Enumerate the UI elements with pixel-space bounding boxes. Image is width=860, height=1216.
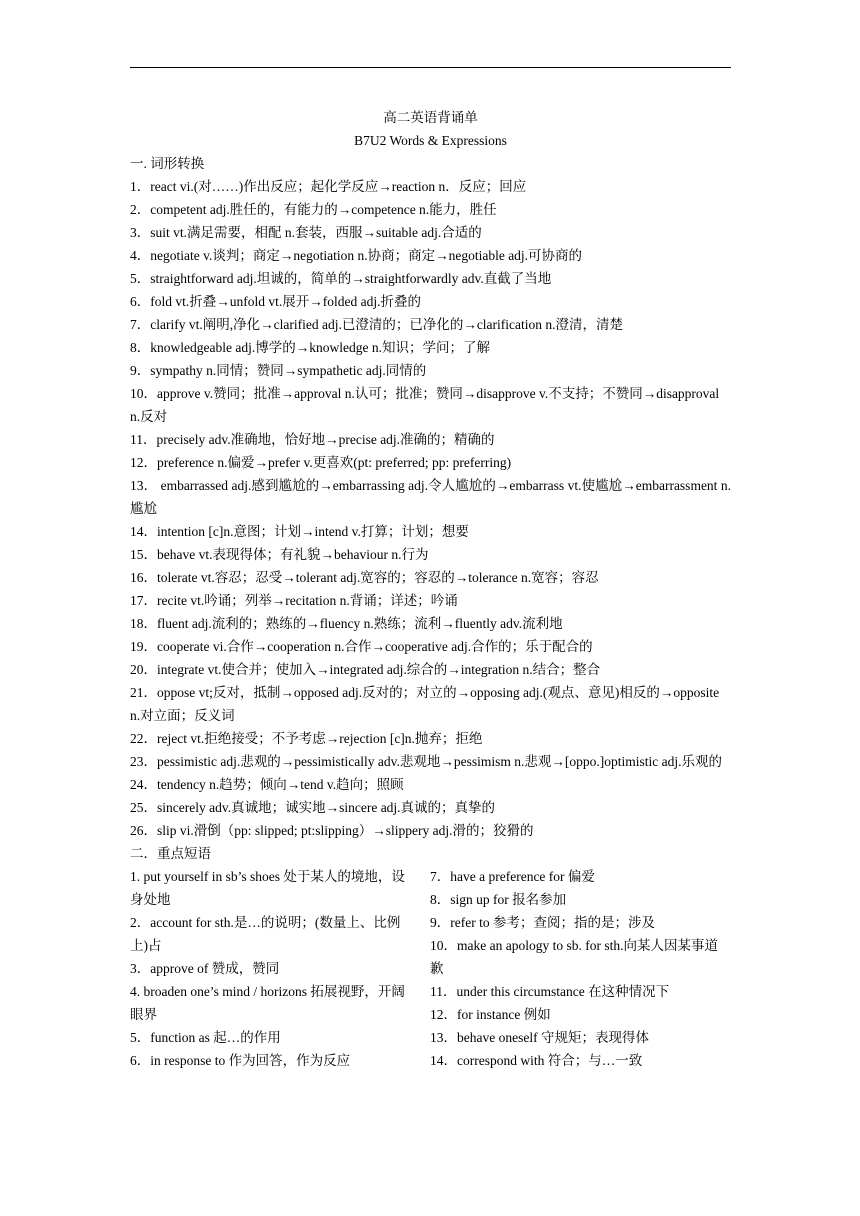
list-item: 10．approve v.赞同；批准→approval n.认可；批准；赞同→disapprove v.不支持；不赞同→disapproval n.反对 (130, 386, 720, 424)
section-heading-key-phrases: 二．重点短语 (130, 846, 211, 861)
list-item: 19．cooperate vi.合作→cooperation n.合作→cooperative adj.合作的；乐于配合的 (130, 639, 593, 654)
list-item: 15．behave vt.表现得体；有礼貌→behaviour n.行为 (130, 547, 429, 562)
phrase-item: 14．correspond with 符合；与…一致 (430, 1053, 643, 1068)
list-item: 9．sympathy n.同情；赞同→sympathetic adj.同情的 (130, 363, 427, 378)
phrase-item: 12．for instance 例如 (430, 1007, 551, 1022)
list-item: 6．fold vt.折叠→unfold vt.展开→folded adj.折叠的 (130, 294, 421, 309)
list-item: 23．pessimistic adj.悲观的→pessimistically adv.悲观地→pessimism n.悲观→[oppo.]optimistic adj.乐观的 (130, 754, 722, 769)
section-heading-word-forms: 一. 词形转换 (130, 156, 205, 171)
list-item: 16．tolerate vt.容忍；忍受→tolerant adj.宽容的；容忍的→tolerance n.宽容；容忍 (130, 570, 599, 585)
list-item: 26．slip vi.滑倒（pp: slipped; pt:slipping）→slippery adj.滑的；狡猾的 (130, 823, 534, 838)
phrase-item: 9．refer to 参考；查阅；指的是；涉及 (430, 915, 655, 930)
phrases-columns (130, 865, 731, 1072)
phrase-item: 7．have a preference for 偏爱 (430, 869, 595, 884)
list-item: 8．knowledgeable adj.博学的→knowledge n.知识；学问；了解 (130, 340, 490, 355)
list-item: 13． embarrassed adj.感到尴尬的→embarrassing adj.令人尴尬的→embarrass vt.使尴尬→embarrassment n.尴尬 (130, 478, 731, 516)
list-item: 24．tendency n.趋势；倾向→tend v.趋向；照顾 (130, 777, 404, 792)
phrase-item: 5．function as 起…的作用 (130, 1030, 281, 1045)
list-item: 3．suit vt.满足需要，相配 n.套装，西服→suitable adj.合适的 (130, 225, 482, 240)
list-item: 1．react vi.(对……)作出反应；起化学反应→reaction n．反应；回应 (130, 179, 527, 194)
list-item: 12．preference n.偏爱→prefer v.更喜欢(pt: preferred; pp: preferring) (130, 455, 512, 470)
phrase-item: 11．under this circumstance 在这种情况下 (430, 984, 670, 999)
phrase-item: 2．account for sth.是…的说明；(数量上、比例上)占 (130, 915, 401, 953)
document-title: 高二英语背诵单 (383, 110, 478, 125)
phrase-item: 1. put yourself in sb’s shoes 处于某人的境地，设身处地 (130, 869, 405, 907)
list-item: 18．fluent adj.流利的；熟练的→fluency n.熟练；流利→fluently adv.流利地 (130, 616, 563, 631)
list-item: 17．recite vt.吟诵；列举→recitation n.背诵；详述；吟诵 (130, 593, 458, 608)
phrase-item: 3．approve of 赞成，赞同 (130, 961, 280, 976)
phrase-item: 6．in response to 作为回答，作为反应 (130, 1053, 351, 1068)
header-rule (130, 67, 731, 68)
list-item: 5．straightforward adj.坦诚的，简单的→straightforwardly adv.直截了当地 (130, 271, 552, 286)
list-item: 7．clarify vt.阐明,净化→clarified adj.已澄清的；已净化的→clarification n.澄清，清楚 (130, 317, 624, 332)
list-item: 4．negotiate v.谈判；商定→negotiation n.协商；商定→negotiable adj.可协商的 (130, 248, 583, 263)
phrase-item: 13．behave oneself 守规矩；表现得体 (430, 1030, 649, 1045)
list-item: 14．intention [c]n.意图；计划→intend v.打算；计划；想要 (130, 524, 469, 539)
list-item: 20．integrate vt.使合并；使加入→integrated adj.综合的→integration n.结合；整合 (130, 662, 601, 677)
phrase-item: 4. broaden one’s mind / horizons 拓展视野，开阔眼界 (130, 984, 405, 1022)
phrases-right-column (430, 865, 731, 1072)
list-item: 21．oppose vt;反对，抵制→opposed adj.反对的；对立的→opposing adj.(观点、意见)相反的→opposite n.对立面；反义词 (130, 685, 720, 723)
phrases-left-column (130, 865, 430, 1072)
list-item: 22．reject vt.拒绝接受；不予考虑→rejection [c]n.抛弃；拒绝 (130, 731, 483, 746)
document-subtitle: B7U2 Words & Expressions (354, 133, 507, 148)
phrase-item: 8．sign up for 报名参加 (430, 892, 567, 907)
list-item: 11．precisely adv.准确地，恰好地→precise adj.准确的；精确的 (130, 432, 495, 447)
phrase-item: 10．make an apology to sb. for sth.向某人因某事道歉 (430, 938, 718, 976)
document-page (130, 106, 731, 1072)
list-item: 25．sincerely adv.真诚地；诚实地→sincere adj.真诚的；真挚的 (130, 800, 496, 815)
list-item: 2．competent adj.胜任的，有能力的→competence n.能力，胜任 (130, 202, 497, 217)
